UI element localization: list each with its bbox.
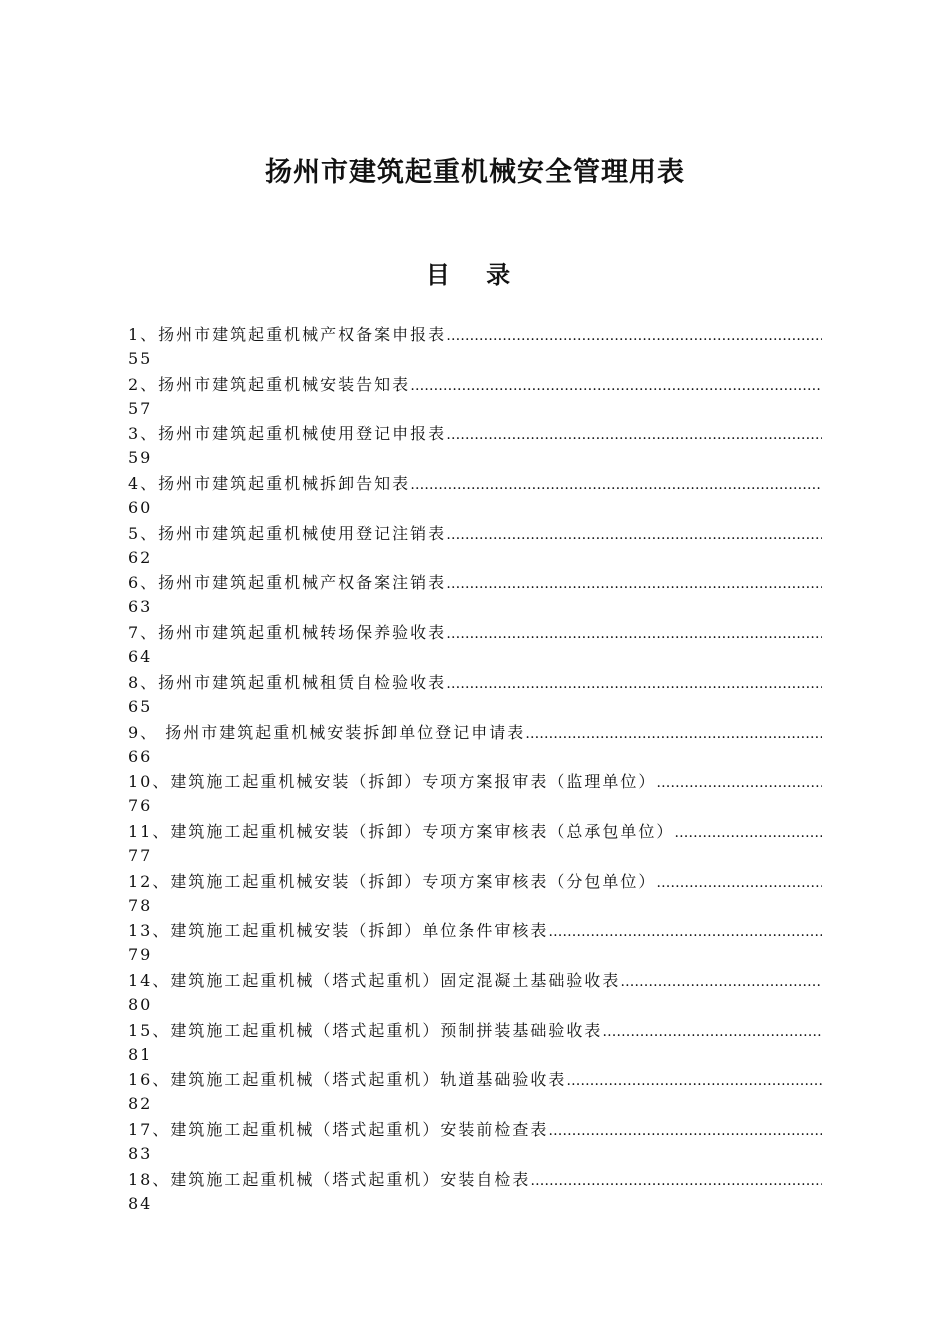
toc-entry (128, 570, 822, 620)
toc-entry-label: 11、建筑施工起重机械安装（拆卸）专项方案审核表（总承包单位） (128, 821, 675, 841)
toc-entry-label: 8、扬州市建筑起重机械租赁自检验收表 (128, 672, 447, 692)
toc-entry-label: 16、建筑施工起重机械（塔式起重机）轨道基础验收表 (128, 1070, 567, 1090)
toc-entry-page: 83 (128, 1144, 153, 1163)
toc-leader-dots (602, 1020, 822, 1043)
toc-entry (128, 1167, 822, 1217)
toc-entry (128, 1067, 822, 1117)
toc-entry-page: 79 (128, 945, 153, 965)
toc-entry-label: 13、建筑施工起重机械安装（拆卸）单位条件审核表 (128, 921, 549, 941)
toc-entry (128, 421, 822, 471)
toc-entry-label: 12、建筑施工起重机械安装（拆卸）专项方案审核表（分包单位） (128, 871, 657, 891)
toc-entry-label: 2、扬州市建筑起重机械安装告知表 (128, 374, 411, 394)
toc-entry (128, 968, 822, 1018)
toc-leader-dots (410, 374, 822, 397)
toc-entry-page: 55 (128, 349, 153, 368)
toc-entry-page: 63 (128, 597, 153, 617)
toc-entry (128, 670, 822, 720)
toc-leader-dots (446, 622, 822, 645)
toc-leader-dots (674, 821, 822, 844)
toc-entry (128, 372, 822, 422)
toc-entry (128, 819, 822, 869)
toc-entry-page: 64 (128, 647, 153, 667)
toc-list (128, 322, 822, 1216)
toc-entry-page: 76 (128, 796, 153, 816)
document-title: 扬州市建筑起重机械安全管理用表 (265, 157, 685, 188)
toc-entry-page: 60 (128, 498, 153, 518)
toc-entry (128, 1117, 822, 1167)
toc-entry-label: 4、扬州市建筑起重机械拆卸告知表 (128, 474, 411, 494)
toc-entry-label: 1、扬州市建筑起重机械产权备案申报表 (128, 325, 447, 344)
toc-entry-page: 80 (128, 994, 153, 1014)
toc-entry (128, 620, 822, 670)
toc-entry-label: 14、建筑施工起重机械（塔式起重机）固定混凝土基础验收表 (128, 970, 621, 990)
toc-entry (128, 521, 822, 571)
toc-leader-dots (656, 871, 822, 894)
toc-entry-page: 65 (128, 696, 153, 716)
toc-leader-dots (566, 1069, 822, 1092)
toc-entry-page: 82 (128, 1094, 153, 1114)
toc-entry-label: 3、扬州市建筑起重机械使用登记申报表 (128, 424, 447, 444)
toc-leader-dots (656, 771, 822, 794)
toc-entry (128, 918, 822, 968)
toc-leader-dots (410, 473, 822, 496)
toc-entry (128, 769, 822, 819)
toc-leader-dots (525, 722, 822, 745)
toc-entry (128, 720, 822, 770)
toc-leader-dots (446, 572, 822, 595)
toc-entry-page: 78 (128, 895, 153, 915)
toc-entry-label: 9、 扬州市建筑起重机械安装拆卸单位登记申请表 (128, 722, 526, 742)
toc-leader-dots (446, 523, 822, 546)
toc-entry-label: 7、扬州市建筑起重机械转场保养验收表 (128, 623, 447, 643)
toc-leader-dots (446, 324, 822, 347)
toc-entry (128, 471, 822, 521)
toc-entry-page: 77 (128, 845, 153, 865)
toc-leader-dots (446, 672, 822, 695)
toc-entry-page: 84 (128, 1193, 153, 1213)
toc-entry (128, 869, 822, 919)
toc-entry-label: 17、建筑施工起重机械（塔式起重机）安装前检查表 (128, 1120, 549, 1139)
toc-leader-dots (548, 1119, 822, 1142)
toc-entry-label: 18、建筑施工起重机械（塔式起重机）安装自检表 (128, 1169, 531, 1189)
toc-leader-dots (548, 920, 822, 943)
toc-entry-page: 81 (128, 1044, 153, 1064)
toc-leader-dots (620, 970, 822, 993)
toc-leader-dots (446, 423, 822, 446)
toc-entry (128, 1018, 822, 1068)
toc-leader-dots (530, 1169, 822, 1192)
toc-entry (128, 322, 822, 372)
toc-entry-label: 6、扬州市建筑起重机械产权备案注销表 (128, 573, 447, 593)
toc-entry-label: 15、建筑施工起重机械（塔式起重机）预制拼装基础验收表 (128, 1020, 603, 1040)
toc-entry-page: 59 (128, 448, 153, 468)
toc-entry-page: 57 (128, 398, 153, 418)
toc-entry-label: 5、扬州市建筑起重机械使用登记注销表 (128, 523, 447, 543)
toc-entry-label: 10、建筑施工起重机械安装（拆卸）专项方案报审表（监理单位） (128, 772, 657, 792)
toc-entry-page: 66 (128, 746, 153, 766)
toc-heading: 目 录 (425, 260, 525, 289)
toc-entry-page: 62 (128, 547, 153, 567)
